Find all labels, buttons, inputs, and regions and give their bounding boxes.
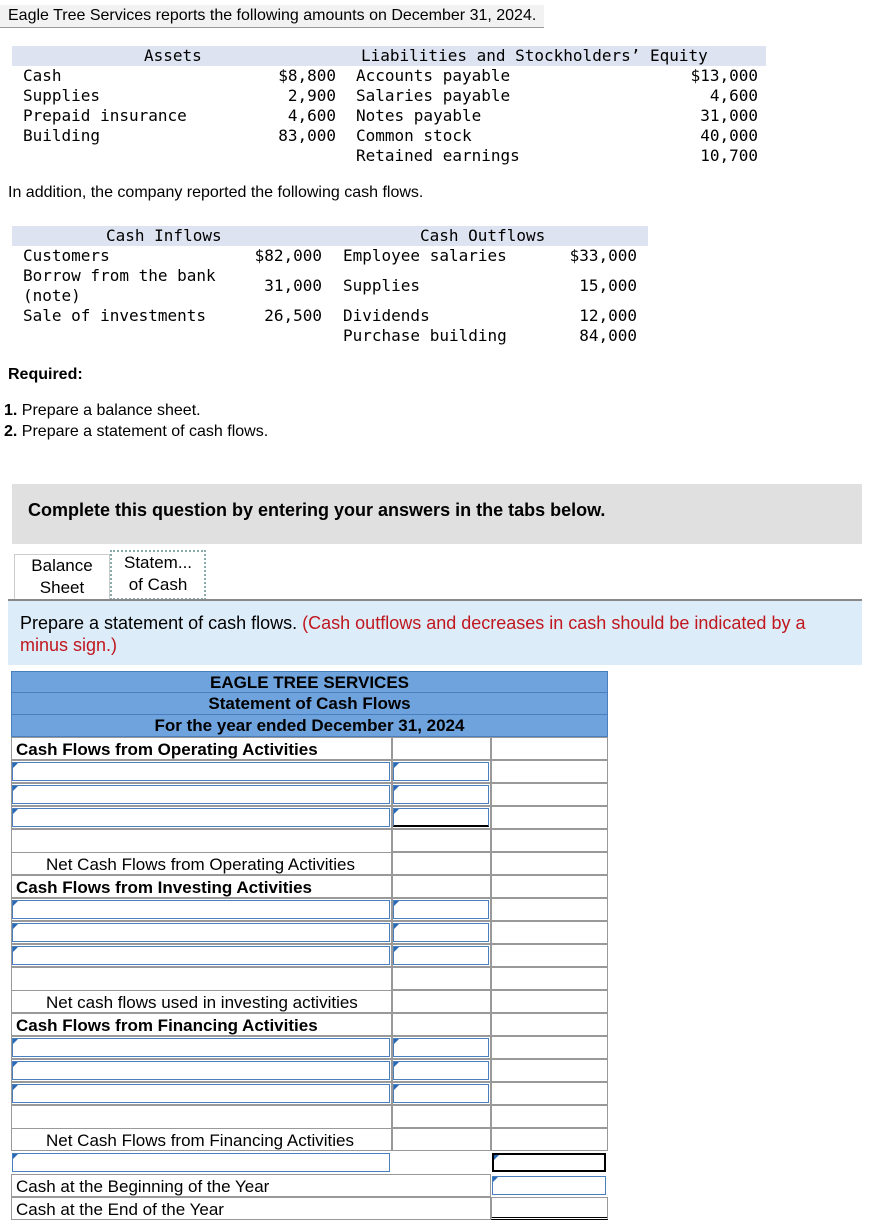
liab-label-sp: Salaries payable (356, 86, 511, 105)
total-cell (491, 760, 608, 783)
outflow-value-building: 84,000 (579, 326, 637, 345)
inflow-value-customers: $82,000 (254, 246, 322, 265)
label-cell (11, 737, 392, 760)
asset-label-cash: Cash (23, 66, 62, 85)
total-cell (491, 852, 608, 875)
inflow-label-borrow: Borrow from the bank (note) (23, 266, 216, 305)
cash-begin-input[interactable] (492, 1176, 606, 1195)
required-item-number: 1. (4, 402, 18, 419)
investing-header: Cash Flows from Investing Activities (16, 878, 312, 897)
total-cell (491, 1105, 608, 1128)
total-cell (491, 944, 608, 967)
financing-header: Cash Flows from Financing Activities (16, 1016, 318, 1035)
assets-header: Assets (144, 46, 202, 65)
total-cell (491, 1082, 608, 1105)
cash-end-row (11, 1197, 608, 1220)
operating-row (11, 783, 608, 806)
total-cell (491, 898, 608, 921)
liab-value-ap: $13,000 (690, 66, 758, 85)
outflow-value-dividends: 12,000 (579, 306, 637, 325)
liab-value-sp: 4,600 (709, 86, 758, 105)
total-cell (491, 875, 608, 898)
amount-cell (392, 990, 491, 1013)
amount-cell (392, 1105, 491, 1128)
outflow-label-building: Purchase building (343, 326, 507, 345)
liab-value-re: 10,700 (700, 146, 758, 165)
total-cell (491, 1036, 608, 1059)
amount-cell (392, 1013, 491, 1036)
liab-label-re: Retained earnings (356, 146, 520, 165)
financing-amount-input[interactable] (393, 1084, 489, 1103)
total-cell (491, 1059, 608, 1082)
investing-label-input[interactable] (12, 900, 390, 919)
operating-header: Cash Flows from Operating Activities (16, 740, 318, 759)
label-cell (11, 1013, 392, 1036)
instruction-box (8, 601, 862, 665)
statement-company: EAGLE TREE SERVICES (11, 671, 608, 693)
total-cell (491, 921, 608, 944)
tab-statement-of-cash[interactable] (110, 550, 206, 600)
investing-label-input[interactable] (12, 923, 390, 942)
required-item-text: Prepare a statement of cash flows. (21, 423, 269, 440)
liab-value-np: 31,000 (700, 106, 758, 125)
required-item-1 (4, 402, 201, 420)
instruction-banner (12, 484, 862, 544)
amount-cell (392, 829, 491, 852)
inflow-header: Cash Inflows (106, 226, 222, 245)
operating-amount-input[interactable] (393, 762, 489, 781)
investing-row (11, 898, 608, 921)
liabilities-header: Liabilities and Stockholders’ Equity (361, 46, 708, 65)
financing-blank-row (11, 1105, 608, 1128)
label-cell (11, 852, 392, 875)
tab-line-1: Statem... (123, 553, 193, 572)
tab-line-1: Balance (31, 556, 93, 575)
label-cell (11, 829, 392, 852)
investing-header-row (11, 875, 608, 898)
investing-total-row (11, 990, 608, 1013)
amount-cell (392, 852, 491, 875)
label-cell (11, 990, 392, 1013)
liab-value-cs: 40,000 (700, 126, 758, 145)
cash-intro-text: In addition, the company reported the following cash flows. (8, 184, 424, 201)
statement-title: Statement of Cash Flows (11, 693, 608, 715)
investing-blank-row (11, 967, 608, 990)
financing-total-row (11, 1128, 608, 1151)
operating-total-label: Net Cash Flows from Operating Activities (46, 855, 355, 874)
financing-label-input[interactable] (12, 1038, 390, 1057)
investing-amount-input[interactable] (393, 923, 489, 942)
investing-label-input[interactable] (12, 946, 390, 965)
tab-balance-sheet[interactable] (14, 554, 110, 599)
total-cell (491, 1013, 608, 1036)
financing-label-input[interactable] (12, 1084, 390, 1103)
operating-label-input[interactable] (12, 808, 390, 827)
financing-row (11, 1059, 608, 1082)
liab-label-cs: Common stock (356, 126, 472, 145)
operating-label-input[interactable] (12, 762, 390, 781)
amount-cell (392, 1128, 491, 1151)
outflow-label-dividends: Dividends (343, 306, 430, 325)
net-change-label-input[interactable] (12, 1153, 390, 1172)
asset-value-cash: $8,800 (278, 66, 336, 85)
required-item-number: 2. (4, 423, 18, 440)
financing-row (11, 1082, 608, 1105)
label-cell (11, 1105, 392, 1128)
asset-value-supplies: 2,900 (287, 86, 336, 105)
inflow-label-customers: Customers (23, 246, 110, 265)
investing-total-label: Net cash flows used in investing activities (46, 993, 358, 1012)
total-cell (491, 967, 608, 990)
required-item-2 (4, 423, 268, 441)
tab-line-2: of Cash (128, 575, 188, 594)
financing-amount-input[interactable] (393, 1061, 489, 1080)
instruction-note: (Cash outflows and decreases in cash should be indicated by a minus sign.) (20, 613, 806, 655)
investing-row (11, 921, 608, 944)
statement-period: For the year ended December 31, 2024 (11, 715, 608, 737)
cash-end-label: Cash at the End of the Year (16, 1200, 224, 1219)
operating-header-row (11, 737, 608, 760)
total-cell (491, 737, 608, 760)
cash-begin-label: Cash at the Beginning of the Year (16, 1177, 270, 1196)
outflow-label-salaries: Employee salaries (343, 246, 507, 265)
banner-text: Complete this question by entering your answers in the tabs below. (28, 500, 606, 520)
investing-amount-input[interactable] (393, 946, 489, 965)
net-change-row (11, 1151, 608, 1174)
cash-begin-row (11, 1174, 608, 1197)
intro-text: Eagle Tree Services reports the following amounts on December 31, 2024. (0, 5, 544, 28)
statement-of-cash-flows (11, 671, 608, 1220)
operating-amount-input[interactable] (393, 808, 489, 827)
label-cell (11, 875, 392, 898)
asset-value-building: 83,000 (278, 126, 336, 145)
financing-label-input[interactable] (12, 1061, 390, 1080)
outflow-value-salaries: $33,000 (569, 246, 637, 265)
total-cell (491, 829, 608, 852)
instruction-main: Prepare a statement of cash flows. (20, 613, 298, 633)
total-cell (491, 783, 608, 806)
outflow-label-supplies: Supplies (343, 276, 421, 295)
asset-label-prepaid: Prepaid insurance (23, 106, 187, 125)
inflow-label-investments: Sale of investments (23, 306, 207, 325)
investing-amount-input[interactable] (393, 900, 489, 919)
financing-header-row (11, 1013, 608, 1036)
operating-label-input[interactable] (12, 785, 390, 804)
asset-label-building: Building (23, 126, 101, 145)
label-cell (11, 967, 392, 990)
financing-amount-input[interactable] (393, 1038, 489, 1057)
liab-label-np: Notes payable (356, 106, 482, 125)
operating-blank-row (11, 829, 608, 852)
cash-end-cell[interactable] (491, 1197, 608, 1220)
label-cell (11, 1197, 491, 1220)
outflow-header: Cash Outflows (420, 226, 546, 245)
investing-row (11, 944, 608, 967)
inflow-value-borrow: 31,000 (264, 276, 322, 295)
operating-row (11, 760, 608, 783)
required-title: Required: (8, 366, 83, 383)
financing-row (11, 1036, 608, 1059)
outflow-value-supplies: 15,000 (579, 276, 637, 295)
total-cell (491, 806, 608, 829)
financing-total-label: Net Cash Flows from Financing Activities (46, 1131, 354, 1150)
liab-label-ap: Accounts payable (356, 66, 511, 85)
inflow-value-investments: 26,500 (264, 306, 322, 325)
operating-row (11, 806, 608, 829)
label-cell (11, 1128, 392, 1151)
asset-value-prepaid: 4,600 (287, 106, 336, 125)
operating-amount-input[interactable] (393, 785, 489, 804)
total-cell (491, 990, 608, 1013)
label-cell (11, 1174, 491, 1197)
amount-cell (392, 967, 491, 990)
total-cell (491, 1128, 608, 1151)
amount-cell (392, 875, 491, 898)
tab-line-2: Sheet (39, 578, 85, 597)
asset-label-supplies: Supplies (23, 86, 101, 105)
required-item-text: Prepare a balance sheet. (21, 402, 201, 419)
net-change-amount-input[interactable] (492, 1153, 606, 1172)
operating-total-row (11, 852, 608, 875)
amount-cell (392, 737, 491, 760)
